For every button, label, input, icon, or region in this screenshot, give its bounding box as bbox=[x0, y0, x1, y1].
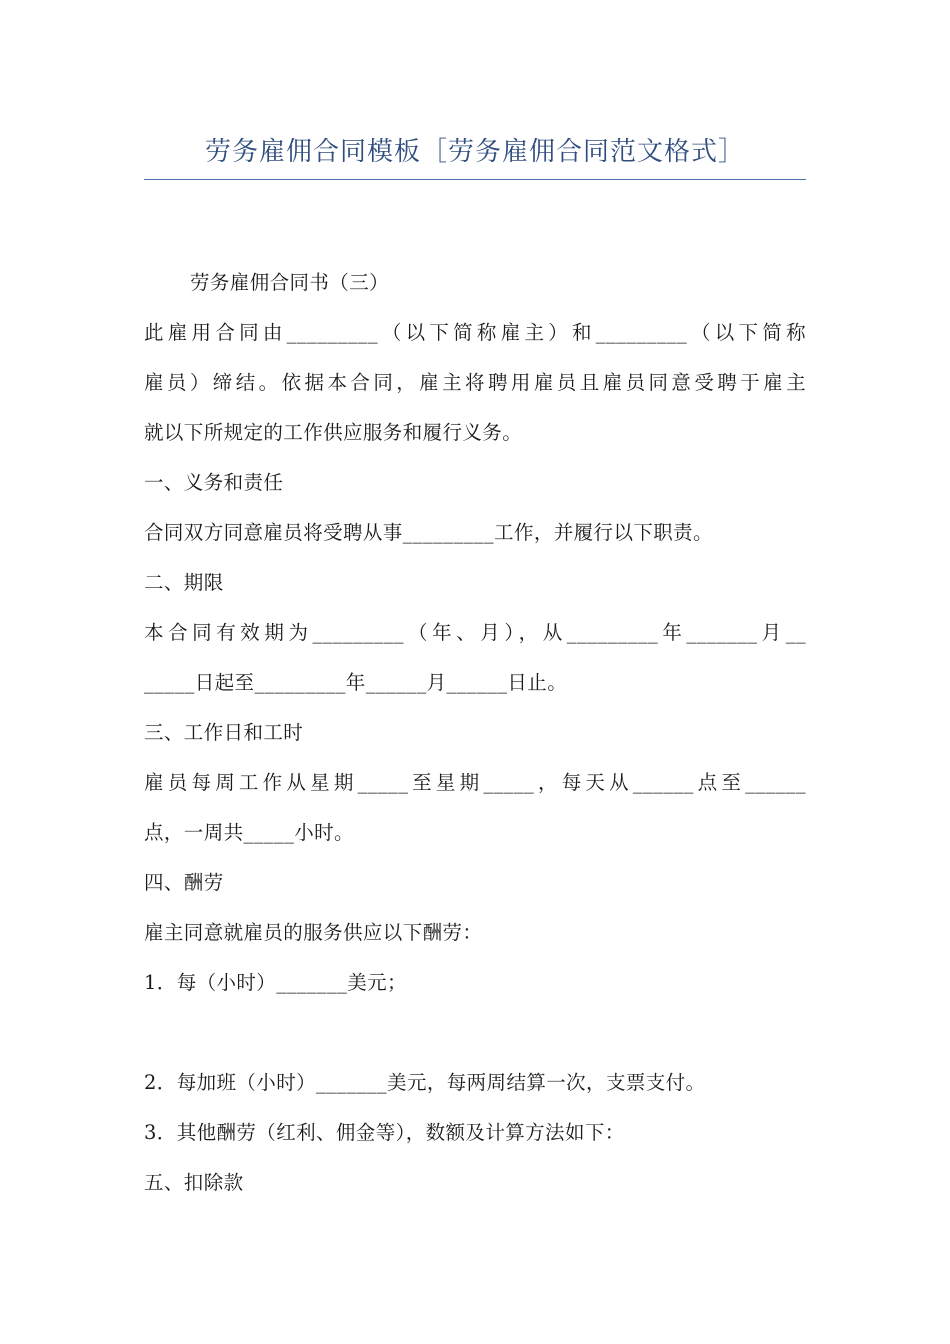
paragraph-line: 雇员每周工作从星期_____至星期_____，每天从______点至______ bbox=[144, 771, 806, 794]
paragraph-line: 雇员）缔结。依据本合同，雇主将聘用雇员且雇员同意受聘于雇主 bbox=[144, 371, 806, 394]
section-heading: 五、扣除款 bbox=[144, 1171, 244, 1194]
list-item: 3．其他酬劳（红利、佣金等），数额及计算方法如下： bbox=[144, 1121, 625, 1144]
list-item: 2．每加班（小时）_______美元，每两周结算一次，支票支付。 bbox=[144, 1071, 706, 1094]
paragraph-line: _____日起至_________年______月______日止。 bbox=[144, 671, 568, 694]
section-heading: 二、期限 bbox=[144, 571, 224, 594]
paragraph-line: 此雇用合同由_________（以下简称雇主）和_________（以下简称 bbox=[144, 321, 806, 344]
document-title: 劳务雇佣合同模板［劳务雇佣合同范文格式］ bbox=[204, 137, 745, 167]
paragraph-line: 就以下所规定的工作供应服务和履行义务。 bbox=[144, 421, 523, 444]
list-item: 1．每（小时）_______美元； bbox=[144, 971, 407, 994]
section-heading: 三、工作日和工时 bbox=[144, 721, 304, 744]
paragraph-line: 雇主同意就雇员的服务供应以下酬劳： bbox=[144, 921, 483, 944]
title-underline bbox=[144, 179, 806, 180]
paragraph-line: 本合同有效期为_________（年、月），从_________年_______月__ bbox=[144, 621, 806, 644]
section-heading: 一、义务和责任 bbox=[144, 471, 284, 494]
paragraph-line: 合同双方同意雇员将受聘从事_________工作，并履行以下职责。 bbox=[144, 521, 713, 544]
section-heading: 四、酬劳 bbox=[144, 871, 224, 894]
paragraph-line: 点，一周共_____小时。 bbox=[144, 821, 354, 844]
contract-subtitle: 劳务雇佣合同书（三） bbox=[190, 271, 390, 294]
